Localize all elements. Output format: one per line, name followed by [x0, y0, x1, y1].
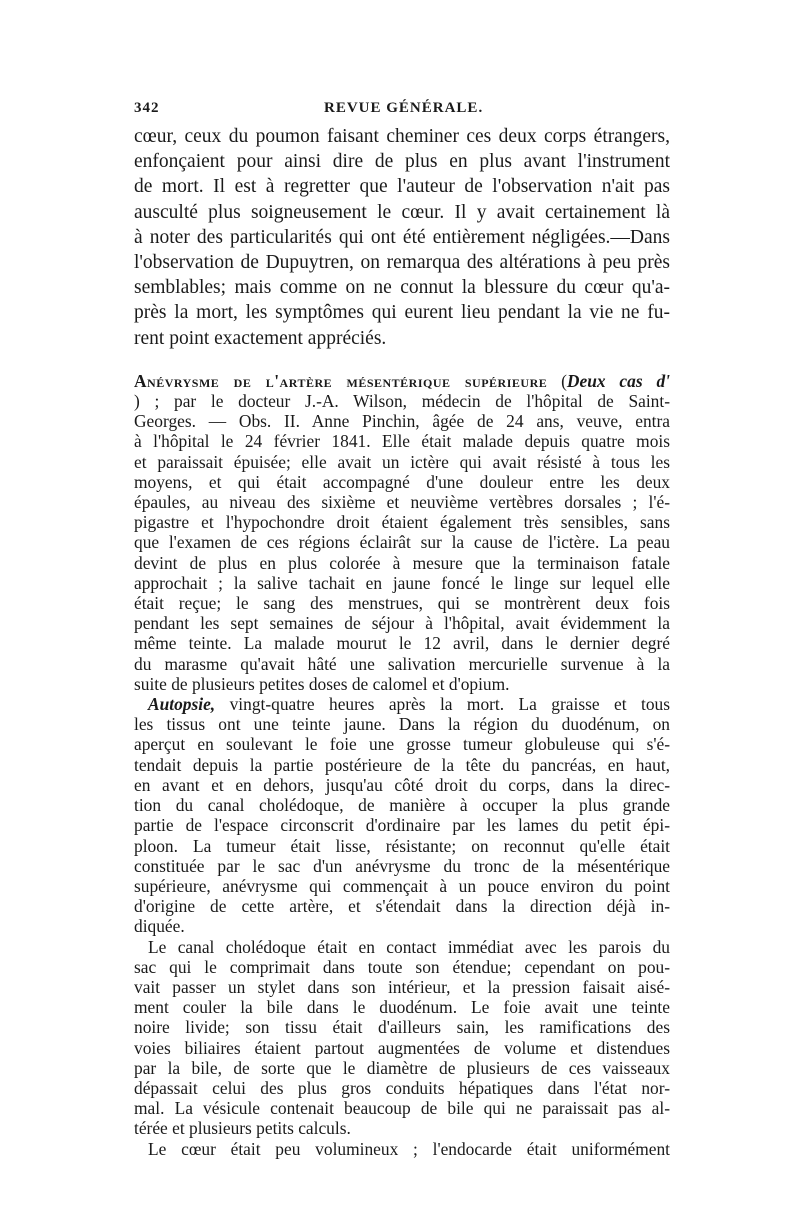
text-line: du marasme qu'avait hâté une salivation mercurielle survenue à la [134, 653, 670, 674]
text-line: et paraissait épuisée; elle avait un ictère qui avait résisté à tous les [134, 451, 670, 472]
text-line: constituée par le sac d'un anévrysme du tronc de la mésentérique [134, 855, 670, 876]
text-line: moyens, et qui était accompagné d'une douleur entre les deux [134, 471, 670, 492]
section-heading-italic: Deux cas d' [566, 370, 671, 391]
text-line: épaules, au niveau des sixième et neuvième vertèbres dorsales ; l'é- [134, 492, 670, 513]
text-line: les tissus ont une teinte jaune. Dans la région du duodénum, on [134, 714, 670, 735]
text-line: vait passer un stylet dans son intérieur, et la pression faisait aisé- [134, 976, 670, 997]
text-line: sac qui le comprimait dans toute son étendue; cependant on pou- [134, 956, 670, 977]
text-line: Le cœur était peu volumineux ; l'endocarde était uniformément [148, 1138, 670, 1159]
text-line: partie de l'espace circonscrit d'ordinaire par les lames du petit épi- [134, 815, 670, 836]
text-line: diquée. [134, 916, 185, 937]
text-line: Le canal cholédoque était en contact immédiat avec les parois du [148, 936, 670, 957]
text-line: à l'hôpital le 24 février 1841. Elle était malade depuis quatre mois [134, 431, 670, 452]
text-line: par la bile, de sorte que le diamètre de plusieurs de ces vaisseaux [134, 1057, 670, 1078]
paragraph-cardiac-wound [134, 124, 670, 351]
text-line: tendait depuis la partie postérieure de la tête du pancréas, en haut, [134, 754, 670, 775]
text-line: térée et plusieurs petits calculs. [134, 1118, 351, 1139]
text-line: enfonçaient pour ainsi dire de plus en plus avant l'instrument [134, 151, 670, 173]
text-line: dépassait celui des plus gros conduits hépatiques dans l'état nor- [134, 1077, 670, 1098]
text-line: rent point exactement appréciés. [134, 327, 387, 349]
text-line: près la mort, les symptômes qui eurent lieu pendant la vie ne fu- [134, 302, 670, 324]
text-line: mal. La vésicule contenait beaucoup de bile qui ne paraissait pas al- [134, 1098, 670, 1119]
text-line: pigastre et l'hypochondre droit étaient également très sensibles, sans [134, 512, 670, 533]
autopsy-label: Autopsie, [148, 694, 216, 715]
text-line: suite de plusieurs petites doses de calomel et d'opium. [134, 673, 510, 694]
autopsy-first-line: Autopsie, vingt-quatre heures après la mort. La graisse et tous [148, 694, 670, 715]
text-line: supérieure, anévrysme qui commençait à un pouce environ du point [134, 875, 670, 896]
text-line: ausculté plus soigneusement le cœur. Il y avait certainement là [134, 201, 670, 223]
text-line: pendant les sept semaines de séjour à l'hôpital, avait évidemment la [134, 613, 670, 634]
text-line: en avant et en dehors, jusqu'au côté droit du corps, dans la direc- [134, 774, 670, 795]
running-title: REVUE GÉNÉRALE. [324, 100, 484, 116]
text-line: devint de plus en plus colorée à mesure que la terminaison fatale [134, 552, 670, 573]
text-line: semblables; mais comme on ne connut la blessure du cœur qu'a- [134, 277, 670, 299]
text-line: cœur, ceux du poumon faisant cheminer ces deux corps étrangers, [134, 126, 670, 147]
text-line: Georges. — Obs. II. Anne Pinchin, âgée de 24 ans, veuve, entra [134, 411, 670, 432]
text-line: l'observation de Dupuytren, on remarqua des altérations à peu près [134, 252, 670, 274]
text-line: de mort. Il est à regretter que l'auteur de l'observation n'ait pas [134, 176, 670, 198]
text-line: tion du canal cholédoque, de manière à occuper la plus grande [134, 795, 670, 816]
text-line: était reçue; le sang des menstrues, qui se montrèrent deux fois [134, 593, 670, 614]
section-heading-line: Anévrysme de l'artère mésentérique supérieure (Deux cas d' [134, 370, 671, 391]
text-line: voies biliaires étaient partout augmentées de volume et distendues [134, 1037, 670, 1058]
running-header [134, 100, 670, 124]
text-line: approchait ; la salive tachait en jaune foncé le linge sur lequel elle [134, 572, 670, 593]
text-line: ploon. La tumeur était lisse, résistante; on reconnut qu'elle était [134, 835, 670, 856]
book-page [134, 100, 670, 1159]
section-aneurysm [134, 371, 670, 1159]
text-line: que l'examen de ces régions éclairât sur la cause de l'ictère. La peau [134, 532, 670, 553]
text-line: ment couler la bile dans le duodénum. Le foie avait une teinte [134, 997, 670, 1018]
text-line: ) ; par le docteur J.-A. Wilson, médecin de l'hôpital de Saint- [134, 391, 670, 412]
text-line: à noter des particularités qui ont été entièrement négligées.—Dans [134, 226, 670, 248]
page-number: 342 [134, 100, 160, 116]
text-line: noire livide; son tissu était d'ailleurs sain, les ramifications des [134, 1017, 670, 1038]
text-line: d'origine de cette artère, et s'étendait dans la direction déjà in- [134, 896, 670, 917]
text-line: aperçut en soulevant le foie une grosse tumeur globuleuse qui s'é- [134, 734, 670, 755]
section-heading: Anévrysme de l'artère mésentérique supérieure [134, 370, 548, 391]
text-line: même teinte. La malade mourut le 12 avril, dans le dernier degré [134, 633, 670, 654]
